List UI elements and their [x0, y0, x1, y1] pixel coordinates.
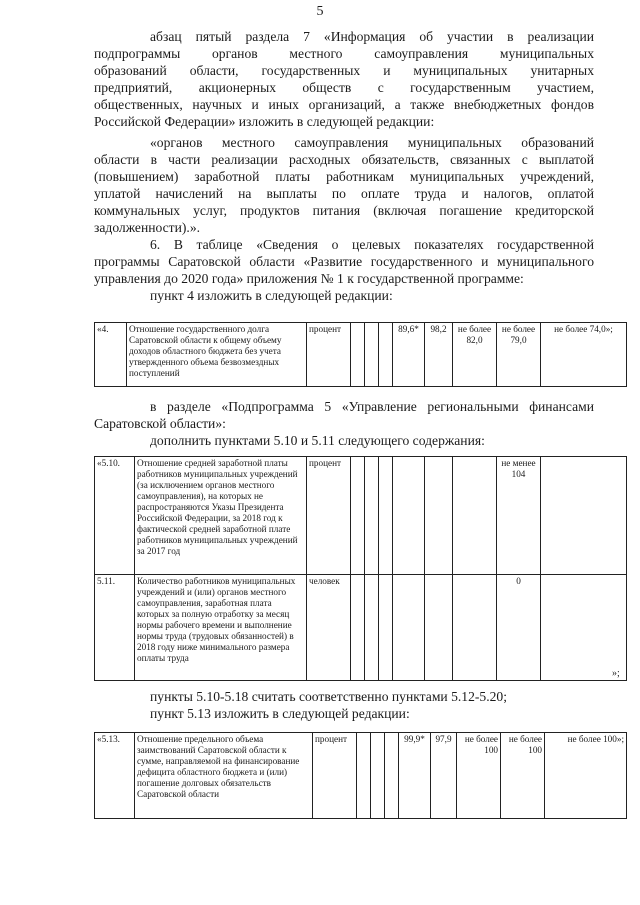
value-cell: 97,9 — [431, 733, 457, 819]
text-line: пункт 5.13 изложить в следующей редакции: — [150, 706, 410, 721]
empty-cell — [365, 575, 379, 681]
empty-cell — [393, 457, 425, 575]
unit: процент — [307, 323, 351, 387]
text-line: области в части реализации расходных обязательств, связанных с выплатой — [94, 152, 594, 167]
empty-cell — [541, 575, 627, 681]
empty-cell — [453, 457, 497, 575]
text-line: предприятий, акционерных обществ с государственным участием, — [94, 80, 594, 95]
text-line: Саратовской области»: — [94, 416, 226, 431]
indicator-name: Отношение государственного долга Саратовской области к общему объему доходов областного бюджета без учета утвержденного объема безвозмездных поступлений — [127, 323, 307, 387]
item-number: «4. — [95, 323, 127, 387]
text-line: программы Саратовской области «Развитие государственного и муниципального — [94, 254, 594, 269]
item-number: «5.10. — [95, 457, 135, 575]
indicator-name: Отношение предельного объема заимствований Саратовской области к сумме, направляемой на финансирование дефицита областного бюджета и (или) погашение долговых обязательств Саратовской области — [135, 733, 313, 819]
empty-cell — [453, 575, 497, 681]
text-line: уплатой начислений на выплаты по оплате труда и налогов, оплатой — [94, 186, 594, 201]
empty-cell — [541, 457, 627, 575]
text-line: образований области, государственных и муниципальных унитарных — [94, 63, 594, 78]
empty-cell — [357, 733, 371, 819]
empty-cell — [425, 575, 453, 681]
text-line: (повышением) заработной платы работникам муниципальных учреждений, — [94, 169, 594, 184]
empty-cell — [379, 575, 393, 681]
empty-cell — [365, 323, 379, 387]
empty-cell — [393, 575, 425, 681]
value-cell: не более 100 — [457, 733, 501, 819]
text-line: пункты 5.10-5.18 считать соответственно пунктами 5.12-5.20; — [150, 689, 507, 704]
text-line: 6. В таблице «Сведения о целевых показателях государственной — [150, 237, 594, 252]
text-line: задолженности).». — [94, 220, 201, 235]
value-cell: не более 100 — [501, 733, 545, 819]
indicator-name: Количество работников муниципальных учреждений и (или) органов местного самоуправления, заработная плата которых за полную отработку за месяц нормы рабочего времени и выполнение нормы труда (трудовых обязанностей) в 2018 году ниже минимального размера оплаты труда — [135, 575, 307, 681]
empty-cell — [351, 457, 365, 575]
item-number: 5.11. — [95, 575, 135, 681]
item-number: «5.13. — [95, 733, 135, 819]
empty-cell — [351, 575, 365, 681]
empty-cell — [351, 323, 365, 387]
unit: процент — [307, 457, 351, 575]
text-line: Российской Федерации» изложить в следующей редакции: — [94, 114, 435, 129]
text-line: в разделе «Подпрограмма 5 «Управление региональными финансами — [150, 399, 594, 414]
text-line: управления до 2020 года» приложения № 1 к государственной программе: — [94, 271, 524, 286]
table-closing-quote: »; — [612, 668, 620, 679]
text-line: общественных, научных и иных организаций, а также внебюджетных фондов — [94, 97, 594, 112]
paragraph-4 — [94, 688, 594, 722]
empty-cell — [425, 457, 453, 575]
text-line: дополнить пунктами 5.10 и 5.11 следующего содержания: — [150, 433, 485, 448]
text-line: подпрограммы органов местного самоуправления муниципальных — [94, 46, 594, 61]
value-cell: не более 79,0 — [497, 323, 541, 387]
text-line: пункт 4 изложить в следующей редакции: — [150, 288, 393, 303]
indicator-table-item-4 — [94, 322, 627, 387]
empty-cell — [385, 733, 399, 819]
text-line: абзац пятый раздела 7 «Информация об участии в реализации — [150, 29, 594, 44]
value-cell: не более 100»; — [545, 733, 627, 819]
unit: процент — [313, 733, 357, 819]
text-line: коммунальных услуг, продуктов питания (включая погашение кредиторской — [94, 203, 594, 218]
unit: человек — [307, 575, 351, 681]
value-cell: не более 82,0 — [453, 323, 497, 387]
empty-cell — [379, 457, 393, 575]
paragraph-2 — [94, 134, 594, 304]
paragraph-1 — [94, 28, 594, 130]
indicator-name: Отношение средней заработной платы работников муниципальных учреждений (за исключением органов местного самоуправления), на которых не распространяются Указы Президента Российской Федерации, за 2018 год к фактической средней заработной плате работников муниципальных учреждений за 2017 год — [135, 457, 307, 575]
value-cell: 98,2 — [425, 323, 453, 387]
value-cell: не более 74,0»; — [541, 323, 627, 387]
value-cell: 99,9* — [399, 733, 431, 819]
table-row — [95, 323, 627, 387]
value-cell: 0 — [497, 575, 541, 681]
empty-cell — [365, 457, 379, 575]
paragraph-3 — [94, 398, 594, 449]
table-row — [95, 575, 627, 681]
indicator-table-items-5-10-5-11 — [94, 456, 627, 681]
page-number: 5 — [316, 4, 324, 19]
text-line: «органов местного самоуправления муниципальных образований — [150, 135, 594, 150]
table-row — [95, 733, 627, 819]
value-cell: не менее 104 — [497, 457, 541, 575]
indicator-table-item-5-13 — [94, 732, 627, 819]
empty-cell — [379, 323, 393, 387]
value-cell: 89,6* — [393, 323, 425, 387]
table-row — [95, 457, 627, 575]
empty-cell — [371, 733, 385, 819]
